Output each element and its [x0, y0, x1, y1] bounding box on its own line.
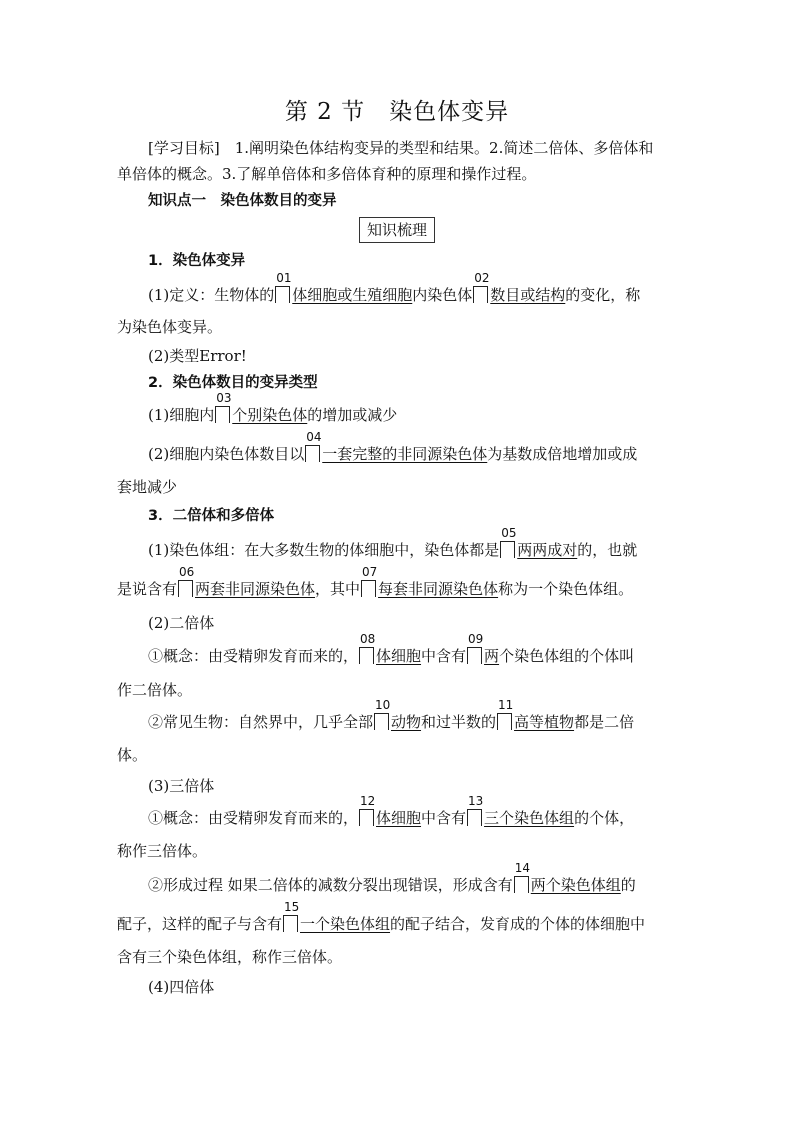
text: 都是二倍: [574, 713, 635, 731]
text: 的变化，称: [565, 286, 641, 304]
answer-number: 13: [468, 794, 484, 808]
answer-text: 两: [484, 647, 500, 665]
knowledge-point-heading: 知识点一 染色体数目的变异: [148, 193, 337, 209]
answer-number: 04: [306, 430, 322, 444]
answer-text: 动物: [391, 713, 422, 731]
answer-number: 12: [360, 794, 376, 808]
answer-text: 体细胞: [376, 809, 422, 827]
chromosome-set-line-2: [117, 565, 682, 600]
text: 中含有: [421, 809, 467, 827]
answer-text: 每套非同源染色体: [378, 580, 499, 598]
text: ，其中: [315, 580, 361, 598]
answer-text: 三个染色体组: [484, 809, 575, 827]
section-1-heading: 1．染色体变异: [148, 253, 246, 269]
answer-box: [361, 565, 378, 597]
section-3-heading: 3．二倍体和多倍体: [148, 508, 275, 524]
text: ①概念：由受精卵发育而来的，: [148, 809, 359, 827]
answer-number: 15: [284, 900, 300, 914]
objectives-line-1: [148, 137, 682, 159]
answer-text: 一个染色体组: [300, 915, 391, 933]
text: ②常见生物：自然界中，几乎全部: [148, 713, 374, 731]
numeric-variation-2: [148, 430, 682, 465]
answer-number: 07: [362, 565, 378, 579]
chromosome-set-line: [148, 526, 682, 561]
triploid-formation: [148, 861, 682, 896]
answer-box: [467, 632, 484, 664]
text: 的增加或减少: [307, 406, 398, 424]
badge-row: [0, 217, 794, 243]
answer-box: [215, 391, 232, 423]
answer-text: 体细胞或生殖细胞: [292, 286, 413, 304]
answer-box: [467, 794, 484, 826]
answer-box: [473, 271, 490, 303]
knowledge-review-badge: 知识梳理: [359, 217, 435, 243]
diploid-common-organisms-cont: 体。: [117, 746, 148, 764]
page-title: 第 2 节 染色体变异: [284, 99, 510, 125]
answer-text: 个别染色体: [232, 406, 308, 424]
text: 为基数成倍地增加或成: [487, 445, 638, 463]
text: 的: [620, 876, 636, 894]
type-line: (2)类型Error!: [148, 347, 247, 365]
triploid-formation-3: 含有三个染色体组，称作三倍体。: [117, 948, 343, 966]
text: ①概念：由受精卵发育而来的，: [148, 647, 359, 665]
text: 的个体，: [574, 809, 635, 827]
text: 的，也就: [577, 541, 638, 559]
answer-number: 05: [501, 526, 517, 540]
objectives-line-2: 单倍体的概念。3.了解单倍体和多倍体育种的原理和操作过程。: [117, 165, 537, 183]
triploid-concept: [148, 794, 682, 829]
numeric-variation-1: [148, 391, 682, 426]
text: (1)细胞内: [148, 406, 215, 424]
answer-text: 数目或结构: [490, 286, 566, 304]
answer-number: 10: [375, 698, 391, 712]
definition-line-cont: 为染色体变异。: [117, 318, 223, 336]
diploid-concept-cont: 作二倍体。: [117, 681, 193, 699]
text: (2)细胞内染色体数目以: [148, 445, 305, 463]
text: (1)染色体组：在大多数生物的体细胞中，染色体都是: [148, 541, 500, 559]
text: (1)定义：生物体的: [148, 286, 275, 304]
answer-box: [305, 430, 322, 462]
objectives-text-1: 1.阐明染色体结构变异的类型和结果。2.简述二倍体、多倍体和: [234, 139, 654, 157]
answer-text: 两套非同源染色体: [195, 580, 316, 598]
answer-text: 高等植物: [514, 713, 575, 731]
answer-box: [500, 526, 517, 558]
answer-number: 01: [276, 271, 292, 285]
text: 是说含有: [117, 580, 178, 598]
text: 配子，这样的配子与含有: [117, 915, 283, 933]
diploid-heading: (2)二倍体: [148, 614, 215, 632]
answer-number: 03: [216, 391, 232, 405]
answer-number: 11: [498, 698, 514, 712]
tetraploid-heading: (4)四倍体: [148, 978, 215, 996]
triploid-formation-2: [117, 900, 682, 935]
section-2-heading: 2．染色体数目的变异类型: [148, 375, 318, 391]
answer-box: [275, 271, 292, 303]
answer-number: 14: [514, 861, 531, 875]
answer-number: 02: [474, 271, 490, 285]
answer-box: [359, 794, 376, 826]
text: ②形成过程 如果二倍体的减数分裂出现错误，形成含有: [148, 876, 513, 894]
answer-number: 06: [179, 565, 195, 579]
answer-box: [178, 565, 195, 597]
definition-line: [148, 271, 682, 306]
text: 内染色体: [412, 286, 473, 304]
diploid-common-organisms: [148, 698, 682, 733]
triploid-concept-cont: 称作三倍体。: [117, 842, 208, 860]
answer-box: [374, 698, 391, 730]
answer-text: 体细胞: [376, 647, 422, 665]
objectives-label: [学习目标]: [148, 139, 220, 157]
answer-text: 一套完整的非同源染色体: [322, 445, 488, 463]
answer-box: [359, 632, 376, 664]
text: 的配子结合，发育成的个体的体细胞中: [390, 915, 646, 933]
diploid-concept: [148, 632, 682, 667]
answer-text: 两两成对: [517, 541, 578, 559]
answer-number: 09: [468, 632, 484, 646]
triploid-heading: (3)三倍体: [148, 777, 215, 795]
text: 中含有: [421, 647, 467, 665]
numeric-variation-2-cont: 套地减少: [117, 478, 178, 496]
answer-box: [283, 900, 300, 932]
answer-box: [497, 698, 514, 730]
answer-box: [514, 861, 531, 893]
text: 和过半数的: [421, 713, 497, 731]
text: 称为一个染色体组。: [498, 580, 634, 598]
answer-number: 08: [360, 632, 376, 646]
text: 个染色体组的个体叫: [499, 647, 635, 665]
answer-text: 两个染色体组: [530, 876, 621, 894]
